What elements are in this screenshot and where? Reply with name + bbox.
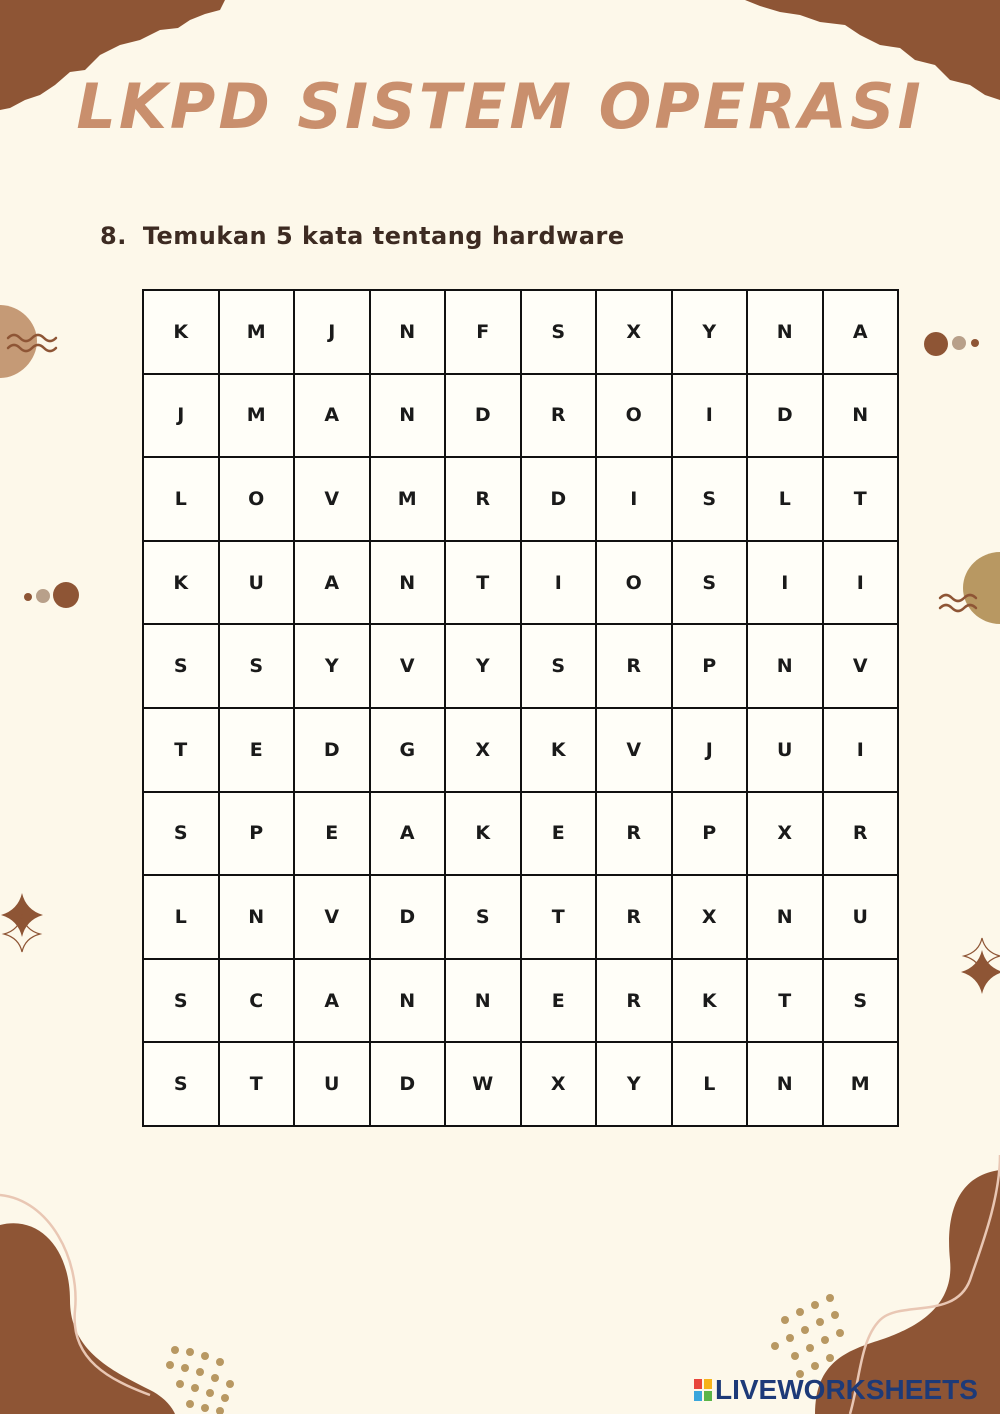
grid-cell[interactable]: T	[144, 709, 220, 793]
grid-cell[interactable]: D	[522, 458, 598, 542]
grid-cell[interactable]: T	[522, 876, 598, 960]
grid-cell[interactable]: P	[220, 793, 296, 877]
grid-cell[interactable]: V	[824, 625, 900, 709]
grid-cell[interactable]: L	[748, 458, 824, 542]
half-circle-right	[963, 552, 1000, 624]
grid-cell[interactable]: S	[446, 876, 522, 960]
grid-cell[interactable]: N	[748, 291, 824, 375]
brand-name: LIVEWORKSHEETS	[715, 1374, 978, 1405]
grid-cell[interactable]: R	[597, 876, 673, 960]
grid-cell[interactable]: I	[673, 375, 749, 459]
grid-cell[interactable]: P	[673, 625, 749, 709]
grid-cell[interactable]: R	[522, 375, 598, 459]
grid-cell[interactable]: X	[597, 291, 673, 375]
grid-cell[interactable]: R	[597, 793, 673, 877]
grid-cell[interactable]: N	[748, 1043, 824, 1127]
grid-cell[interactable]: N	[748, 625, 824, 709]
grid-cell[interactable]: L	[144, 876, 220, 960]
grid-cell[interactable]: R	[597, 960, 673, 1044]
grid-cell[interactable]: N	[371, 375, 447, 459]
grid-cell[interactable]: T	[824, 458, 900, 542]
grid-cell[interactable]: R	[446, 458, 522, 542]
grid-cell[interactable]: A	[824, 291, 900, 375]
grid-cell[interactable]: G	[371, 709, 447, 793]
grid-cell[interactable]: O	[597, 375, 673, 459]
grid-cell[interactable]: E	[295, 793, 371, 877]
grid-cell[interactable]: R	[597, 625, 673, 709]
grid-cell[interactable]: A	[371, 793, 447, 877]
grid-cell[interactable]: D	[371, 1043, 447, 1127]
sparkle-right-icon	[961, 938, 1000, 994]
grid-cell[interactable]: Y	[673, 291, 749, 375]
grid-cell[interactable]: U	[824, 876, 900, 960]
worksheet-title: LKPD SISTEM OPERASI	[76, 70, 924, 143]
liveworksheets-logo-icon	[694, 1379, 712, 1401]
grid-cell[interactable]: S	[522, 625, 598, 709]
grid-cell[interactable]: E	[220, 709, 296, 793]
word-search-grid[interactable]	[142, 289, 899, 1127]
grid-cell[interactable]: O	[220, 458, 296, 542]
grid-cell[interactable]: Y	[446, 625, 522, 709]
grid-cell[interactable]: I	[824, 709, 900, 793]
grid-cell[interactable]: M	[220, 375, 296, 459]
grid-cell[interactable]: S	[144, 793, 220, 877]
blob-bottom-left	[0, 1223, 175, 1414]
grid-cell[interactable]: Y	[295, 625, 371, 709]
grid-cell[interactable]: X	[748, 793, 824, 877]
grid-cell[interactable]: J	[673, 709, 749, 793]
grid-cell[interactable]: X	[446, 709, 522, 793]
grid-cell[interactable]: N	[748, 876, 824, 960]
grid-cell[interactable]: K	[144, 542, 220, 626]
grid-cell[interactable]: V	[295, 876, 371, 960]
grid-cell[interactable]: R	[824, 793, 900, 877]
question-prompt	[100, 222, 625, 250]
grid-cell[interactable]: L	[673, 1043, 749, 1127]
grid-cell[interactable]: K	[522, 709, 598, 793]
grid-cell[interactable]: U	[295, 1043, 371, 1127]
grid-cell[interactable]: T	[220, 1043, 296, 1127]
question-number: 8.	[100, 222, 127, 250]
grid-cell[interactable]: V	[371, 625, 447, 709]
grid-cell[interactable]: D	[446, 375, 522, 459]
dots-right-icon	[924, 332, 979, 356]
grid-cell[interactable]: I	[522, 542, 598, 626]
grid-cell[interactable]: W	[446, 1043, 522, 1127]
grid-cell[interactable]: A	[295, 375, 371, 459]
grid-cell[interactable]: N	[824, 375, 900, 459]
grid-cell[interactable]: L	[144, 458, 220, 542]
grid-cell[interactable]: K	[144, 291, 220, 375]
grid-cell[interactable]: T	[446, 542, 522, 626]
grid-cell[interactable]: A	[295, 960, 371, 1044]
grid-cell[interactable]: V	[295, 458, 371, 542]
grid-cell[interactable]: J	[144, 375, 220, 459]
grid-cell[interactable]: N	[371, 960, 447, 1044]
grid-cell[interactable]: U	[220, 542, 296, 626]
grid-cell[interactable]: U	[748, 709, 824, 793]
grid-cell[interactable]: S	[673, 458, 749, 542]
grid-cell[interactable]: D	[748, 375, 824, 459]
sparkle-left-icon	[1, 893, 43, 952]
dots-left-icon	[24, 582, 79, 608]
grid-cell[interactable]: S	[144, 625, 220, 709]
grid-cell[interactable]: T	[748, 960, 824, 1044]
grid-cell[interactable]: M	[371, 458, 447, 542]
grid-cell[interactable]: J	[295, 291, 371, 375]
grid-cell[interactable]: N	[371, 291, 447, 375]
grid-cell[interactable]: I	[597, 458, 673, 542]
grid-cell[interactable]: F	[446, 291, 522, 375]
grid-cell[interactable]: P	[673, 793, 749, 877]
grid-cell[interactable]: E	[522, 960, 598, 1044]
grid-cell[interactable]: C	[220, 960, 296, 1044]
grid-cell[interactable]: M	[220, 291, 296, 375]
grid-cell[interactable]: V	[597, 709, 673, 793]
grid-cell[interactable]: I	[748, 542, 824, 626]
grid-cell[interactable]: S	[144, 1043, 220, 1127]
half-circle-left-fill	[0, 305, 37, 378]
grid-cell[interactable]: K	[446, 793, 522, 877]
question-text: Temukan 5 kata tentang hardware	[142, 222, 625, 250]
grid-cell[interactable]: N	[220, 876, 296, 960]
brand-footer[interactable]	[694, 1374, 978, 1406]
grid-cell[interactable]: N	[371, 542, 447, 626]
grid-cell[interactable]: N	[446, 960, 522, 1044]
dot-pattern-bottom-left-icon	[166, 1346, 234, 1414]
grid-cell[interactable]: S	[824, 960, 900, 1044]
grid-cell[interactable]: I	[824, 542, 900, 626]
grid-cell[interactable]: X	[673, 876, 749, 960]
grid-cell[interactable]: S	[220, 625, 296, 709]
grid-cell[interactable]: K	[673, 960, 749, 1044]
grid-cell[interactable]: S	[522, 291, 598, 375]
grid-cell[interactable]: X	[522, 1043, 598, 1127]
grid-cell[interactable]: M	[824, 1043, 900, 1127]
grid-cell[interactable]: D	[371, 876, 447, 960]
grid-cell[interactable]: Y	[597, 1043, 673, 1127]
grid-cell[interactable]: O	[597, 542, 673, 626]
grid-cell[interactable]: S	[144, 960, 220, 1044]
grid-cell[interactable]: S	[673, 542, 749, 626]
grid-cell[interactable]: D	[295, 709, 371, 793]
grid-cell[interactable]: A	[295, 542, 371, 626]
grid-cell[interactable]: E	[522, 793, 598, 877]
